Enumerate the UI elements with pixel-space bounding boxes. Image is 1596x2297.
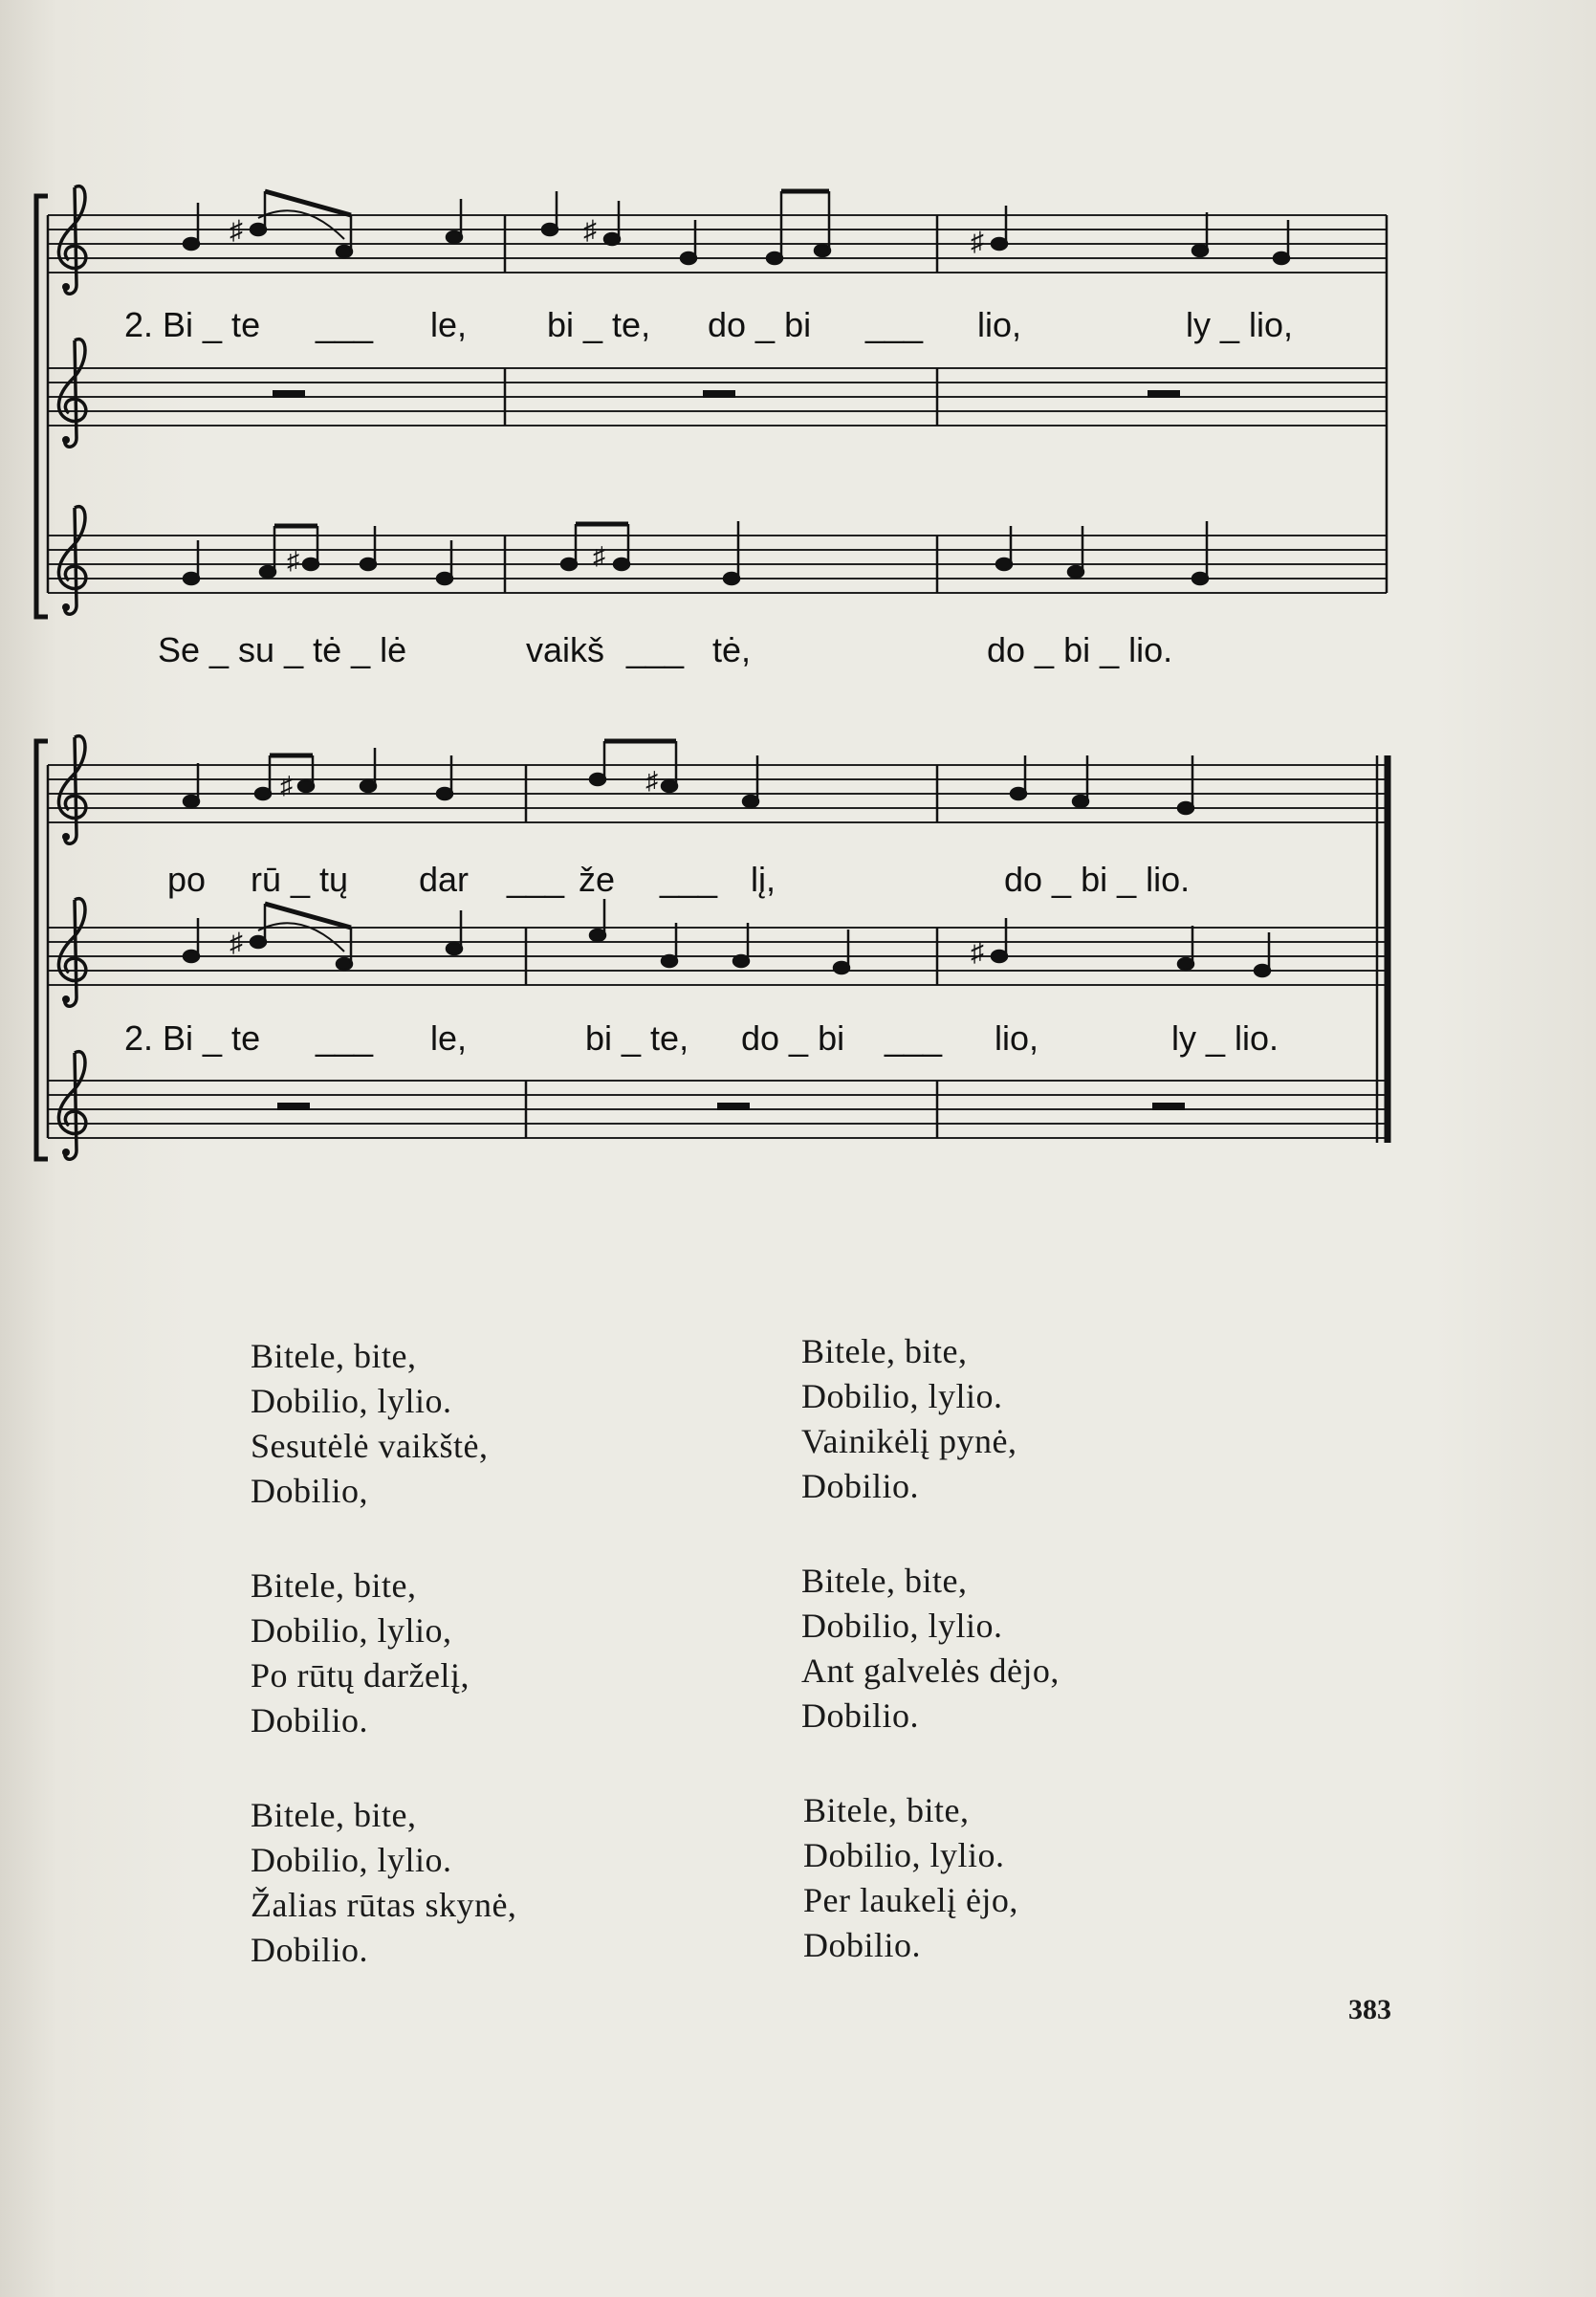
stanza-line: Sesutėlė vaikštė, <box>251 1427 489 1465</box>
lyric: ___ <box>885 1018 943 1058</box>
lyrics <box>124 305 1293 1058</box>
page-number: 383 <box>1348 1994 1391 2025</box>
stanza-line: Ant galvelės dėjo, <box>801 1652 1060 1690</box>
lyric: bi _ te, <box>585 1018 689 1058</box>
stanza-line: Dobilio, <box>251 1472 369 1510</box>
stanza-line: Po rūtų darželį, <box>251 1656 470 1695</box>
lyric: lio, <box>995 1018 1039 1058</box>
stanza-line: Bitele, bite, <box>251 1566 417 1605</box>
lyric: že <box>579 860 616 899</box>
stanza-line: Bitele, bite, <box>251 1337 417 1375</box>
treble-clef-icon <box>58 507 85 615</box>
svg-text:♯: ♯ <box>287 546 299 575</box>
svg-text:♯: ♯ <box>645 766 658 795</box>
lyric: 2. Bi _ te <box>124 1018 261 1058</box>
lyric: do _ bi _ lio. <box>987 630 1173 669</box>
stanza-line: Dobilio, lylio. <box>251 1841 452 1879</box>
stanza-line: Dobilio, lylio. <box>803 1836 1005 1874</box>
stanza-line: Dobilio. <box>803 1926 922 1964</box>
notes-staff-1 <box>184 191 1289 264</box>
stanza <box>803 1788 1018 1968</box>
stanza <box>801 1329 1017 1509</box>
svg-text:♯: ♯ <box>583 215 597 245</box>
stanza-line: Dobilio, lylio, <box>251 1611 452 1650</box>
stanza-line: Bitele, bite, <box>801 1332 968 1370</box>
treble-clef-icon <box>58 186 85 295</box>
lyric: tė, <box>712 630 752 669</box>
treble-clef-icon <box>58 1052 85 1160</box>
lyric: ___ <box>626 630 685 669</box>
stanza-line: Dobilio, lylio. <box>801 1377 1003 1415</box>
treble-clef-icon <box>58 736 85 844</box>
svg-text:♯: ♯ <box>230 928 243 957</box>
lyric: le, <box>430 305 468 344</box>
lyric: lį, <box>751 860 776 899</box>
staff-3 <box>48 536 1387 593</box>
stanza-line: Dobilio, lylio. <box>251 1382 452 1420</box>
stanza <box>801 1559 1060 1739</box>
lyric: ___ <box>507 860 565 899</box>
lyric: dar <box>419 860 470 899</box>
lyric: vaikš <box>526 630 605 669</box>
stanza-line: Bitele, bite, <box>801 1562 968 1600</box>
stanza-line: Bitele, bite, <box>251 1796 417 1834</box>
lyric: ly _ lio, <box>1186 305 1294 344</box>
stanza <box>251 1564 470 1743</box>
stanza-line: Dobilio. <box>251 1701 369 1739</box>
stanza-line: Žalias rūtas skynė, <box>251 1886 517 1924</box>
lyric: rū _ tų <box>251 860 349 899</box>
lyric: le, <box>430 1018 468 1058</box>
lyric: bi _ te, <box>547 305 651 344</box>
lyric: lio, <box>977 305 1022 344</box>
svg-text:♯: ♯ <box>593 541 605 570</box>
system-2 <box>36 736 1388 1160</box>
lyric: po <box>167 860 207 899</box>
lyric: do _ bi <box>708 305 812 344</box>
lyric: ___ <box>865 305 924 344</box>
notes-staff-2 <box>184 899 1270 976</box>
staff-2 <box>48 928 1388 985</box>
svg-text:♯: ♯ <box>280 771 293 799</box>
stanza-line: Vainikėlį pynė, <box>801 1422 1017 1460</box>
lyric: ___ <box>660 860 718 899</box>
treble-clef-icon <box>58 339 85 448</box>
lyric: ___ <box>316 305 374 344</box>
lyric: do _ bi _ lio. <box>1004 860 1191 899</box>
staff-1 <box>48 215 1387 273</box>
lyric: ___ <box>316 1018 374 1058</box>
stanza <box>251 1334 488 1514</box>
stanza-line: Dobilio. <box>801 1696 920 1735</box>
stanza-line: Dobilio. <box>801 1467 920 1505</box>
lyric: 2. Bi _ te <box>124 305 261 344</box>
treble-clef-icon <box>58 899 85 1007</box>
lyric: Se _ su _ tė _ lė <box>158 630 407 669</box>
svg-text:♯: ♯ <box>971 227 984 256</box>
svg-text:♯: ♯ <box>971 937 984 967</box>
stanza-line: Per laukelį ėjo, <box>803 1881 1018 1919</box>
stanza-line: Dobilio. <box>251 1931 369 1969</box>
lyric: do _ bi <box>741 1018 845 1058</box>
lyric: ly _ lio. <box>1171 1018 1279 1058</box>
stanza-line: Bitele, bite, <box>803 1791 970 1829</box>
notes-staff-3 <box>184 521 1208 584</box>
stanza <box>251 1793 516 1973</box>
stanza-line: Dobilio, lylio. <box>801 1607 1003 1645</box>
system-1 <box>36 186 1387 617</box>
notes-staff-1 <box>184 741 1193 814</box>
svg-text:♯: ♯ <box>230 215 243 245</box>
